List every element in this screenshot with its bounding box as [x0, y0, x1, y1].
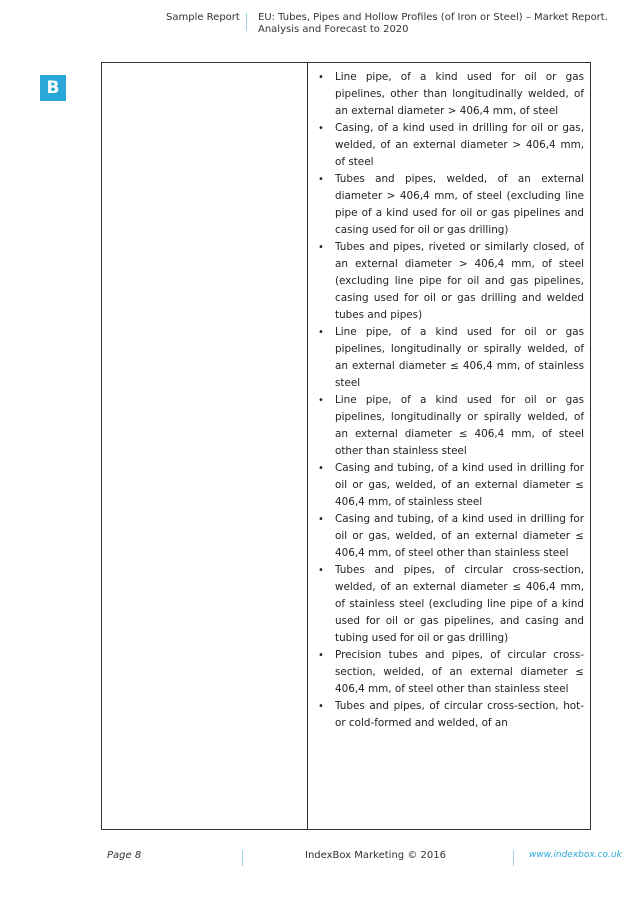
table-column-divider	[307, 63, 308, 829]
list-item	[318, 698, 584, 732]
header-title-line1: EU: Tubes, Pipes and Hollow Profiles (of Iron or Steel) – Market Report.	[258, 12, 608, 23]
header-title-line2: Analysis and Forecast to 2020	[258, 24, 409, 35]
footer-divider-right	[513, 850, 514, 866]
list-item	[318, 562, 584, 647]
bullet-icon: •	[318, 242, 324, 253]
list-item-text: Precision tubes and pipes, of circular cross-section, welded, of an external diameter ≤ 406,4 mm, of steel other than stainless steel	[335, 649, 584, 695]
list-item	[318, 511, 584, 562]
bullet-icon: •	[318, 395, 324, 406]
header-divider	[246, 13, 247, 31]
product-table	[101, 62, 591, 830]
product-list	[318, 69, 584, 732]
list-item	[318, 392, 584, 460]
list-item-text: Tubes and pipes, welded, of an external diameter > 406,4 mm, of steel (excluding line pipe of a kind used for oil or gas pipelines and casing used for oil or gas drilling)	[335, 173, 584, 236]
bullet-icon: •	[318, 701, 324, 712]
list-item	[318, 324, 584, 392]
bullet-icon: •	[318, 72, 324, 83]
bullet-icon: •	[318, 565, 324, 576]
list-item	[318, 460, 584, 511]
header-report-label: Sample Report	[166, 12, 240, 23]
list-item-text: Line pipe, of a kind used for oil or gas pipelines, longitudinally or spirally welded, of an external diameter ≤ 406,4 mm, of steel other than stainless steel	[335, 394, 584, 457]
footer-copyright: IndexBox Marketing © 2016	[305, 850, 446, 861]
list-item	[318, 647, 584, 698]
footer-divider-left	[242, 850, 243, 866]
list-item	[318, 69, 584, 120]
list-item-text: Casing, of a kind used in drilling for oil or gas, welded, of an external diameter > 406,4 mm, of steel	[335, 122, 584, 168]
list-item-text: Line pipe, of a kind used for oil or gas pipelines, other than longitudinally welded, of an external diameter > 406,4 mm, of steel	[335, 71, 584, 117]
list-item-text: Casing and tubing, of a kind used in drilling for oil or gas, welded, of an external diameter ≤ 406,4 mm, of steel other than stainless steel	[335, 513, 584, 559]
bullet-icon: •	[318, 514, 324, 525]
list-item-text: Tubes and pipes, of circular cross-section, hot- or cold-formed and welded, of an	[335, 700, 584, 729]
bullet-icon: •	[318, 650, 324, 661]
footer-website-link[interactable]: www.indexbox.co.uk	[529, 850, 622, 860]
indexbox-logo-icon: B	[40, 75, 66, 101]
list-item	[318, 171, 584, 239]
list-item-text: Tubes and pipes, of circular cross-section, welded, of an external diameter ≤ 406,4 mm, of stainless steel (excluding line pipe of a kind used for oil or gas pipelines, and casing and tubing used for oil or gas drilling)	[335, 564, 584, 644]
page-header	[0, 0, 638, 62]
list-item-text: Tubes and pipes, riveted or similarly closed, of an external diameter > 406,4 mm, of steel (excluding line pipe for oil and gas pipelines, casing used for oil or gas drilling and welded tubes and pipes)	[335, 241, 584, 321]
list-item	[318, 120, 584, 171]
footer-page-number: Page 8	[107, 850, 142, 861]
bullet-icon: •	[318, 327, 324, 338]
list-item-text: Line pipe, of a kind used for oil or gas pipelines, longitudinally or spirally welded, of an external diameter ≤ 406,4 mm, of stainless steel	[335, 326, 584, 389]
list-item	[318, 239, 584, 324]
page-footer	[0, 842, 638, 882]
bullet-icon: •	[318, 463, 324, 474]
bullet-icon: •	[318, 123, 324, 134]
bullet-icon: •	[318, 174, 324, 185]
header-title	[258, 12, 618, 36]
list-item-text: Casing and tubing, of a kind used in drilling for oil or gas, welded, of an external diameter ≤ 406,4 mm, of stainless steel	[335, 462, 584, 508]
